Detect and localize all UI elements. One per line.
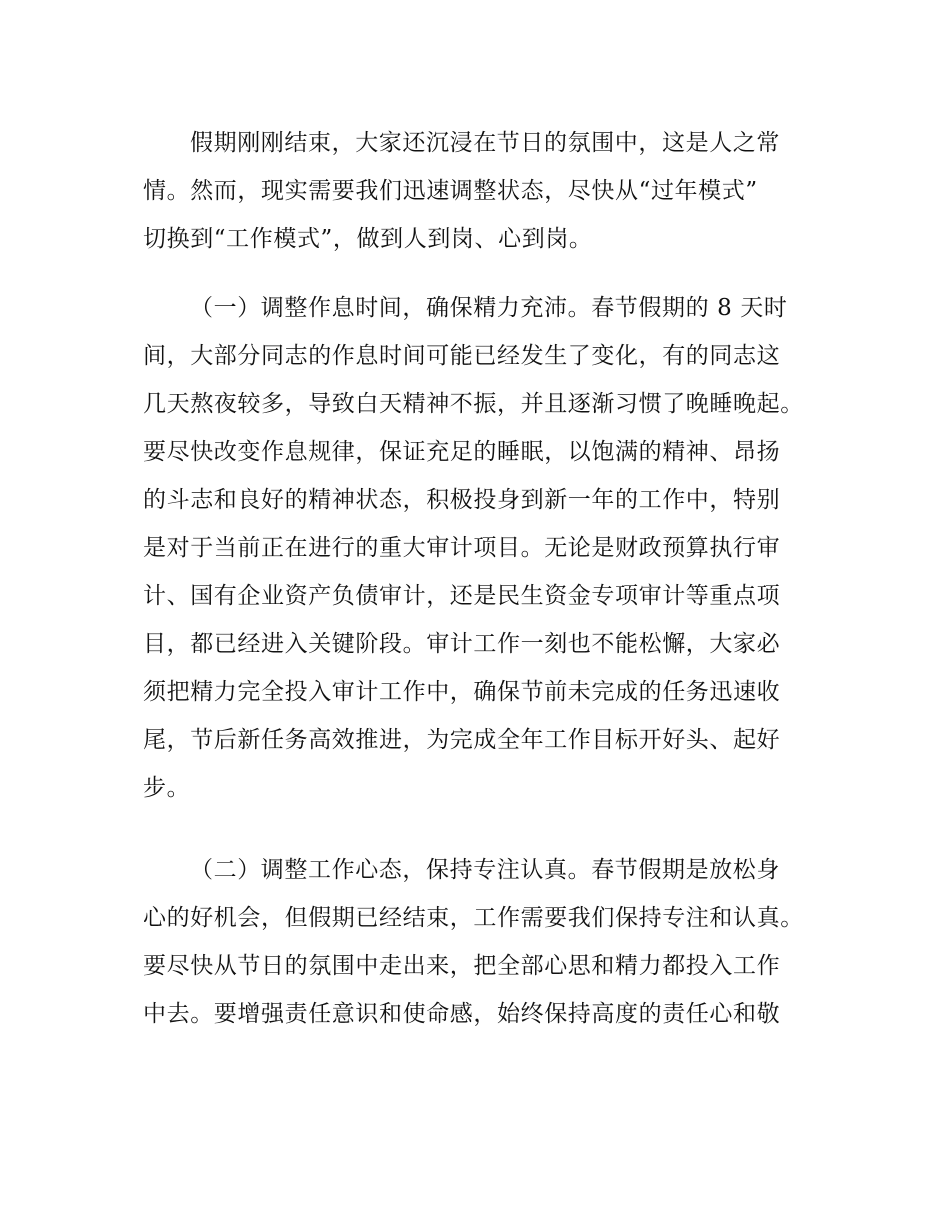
paragraph-2-line-5: 的斗志和良好的精神状态，积极投身到新一年的工作中，特别 xyxy=(143,487,781,513)
paragraph-2-line-11: 步。 xyxy=(143,775,191,801)
paragraph-2-line-9: 须把精力完全投入审计工作中，确保节前未完成的任务迅速收 xyxy=(143,679,781,705)
paragraph-1-line-1: 假期刚刚结束，大家还沉浸在节日的氛围中，这是人之常 xyxy=(190,130,780,156)
paragraph-1-line-3: 切换到“工作模式”，做到人到岗、心到岗。 xyxy=(143,226,593,252)
paragraph-2-line-4: 要尽快改变作息规律，保证充足的睡眠，以饱满的精神、昂扬 xyxy=(143,439,781,465)
paragraph-2-line-3: 几天熬夜较多，导致白天精神不振，并且逐渐习惯了晚睡晚起。 xyxy=(143,391,804,417)
paragraph-3-line-4: 中去。要增强责任意识和使命感，始终保持高度的责任心和敬 xyxy=(143,1001,781,1027)
paragraph-2-line-1: （一）调整作息时间，确保精力充沛。春节假期的 8 天时 xyxy=(190,295,788,321)
paragraph-1-line-2: 情。然而，现实需要我们迅速调整状态，尽快从“过年模式” xyxy=(143,178,758,204)
paragraph-3-line-1: （二）调整工作心态，保持专注认真。春节假期是放松身 xyxy=(190,857,780,883)
paragraph-2-line-6: 是对于当前正在进行的重大审计项目。无论是财政预算执行审 xyxy=(143,535,781,561)
paragraph-3-line-3: 要尽快从节日的氛围中走出来，把全部心思和精力都投入工作 xyxy=(143,953,781,979)
paragraph-2-line-2: 间，大部分同志的作息时间可能已经发生了变化，有的同志这 xyxy=(143,343,781,369)
paragraph-2-line-8: 目，都已经进入关键阶段。审计工作一刻也不能松懈，大家必 xyxy=(143,631,781,657)
paragraph-2-line-7: 计、国有企业资产负债审计，还是民生资金专项审计等重点项 xyxy=(143,583,781,609)
paragraph-3-line-2: 心的好机会，但假期已经结束，工作需要我们保持专注和认真。 xyxy=(143,905,804,931)
paragraph-2-line-10: 尾，节后新任务高效推进，为完成全年工作目标开好头、起好 xyxy=(143,727,781,753)
